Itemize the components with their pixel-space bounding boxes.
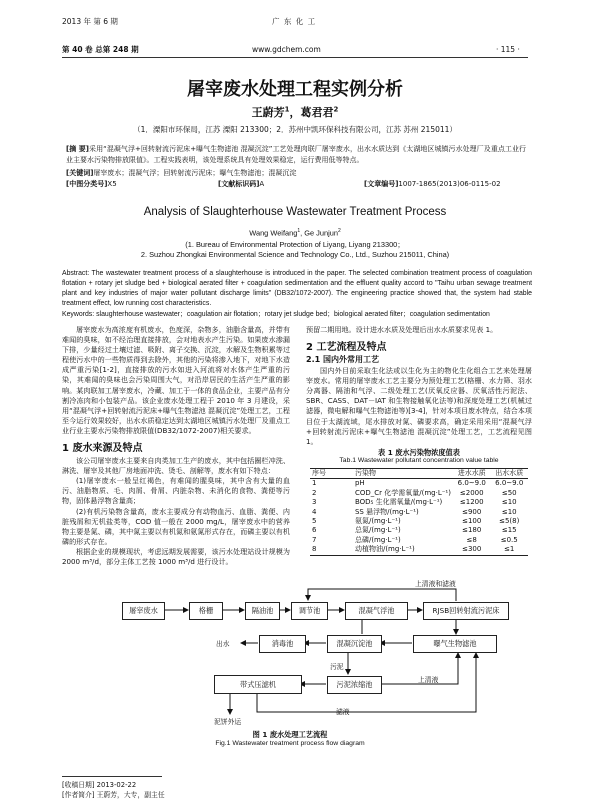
label-effluent: 出水: [216, 640, 230, 648]
table-cell: ≤10: [501, 507, 517, 516]
title-en: Analysis of Slaughterhouse Wastewater Treatment Process: [143, 206, 447, 218]
table-cell: 6.0~9.0: [457, 479, 486, 488]
table-cell: 氨氮/(mg·L⁻¹): [354, 517, 401, 526]
affiliation-en-1: (1. Bureau of Environmental Protection of Liyang, Liyang 213300；: [185, 240, 405, 249]
table-cell: BOD₅ 生化需氧量/(mg·L⁻¹): [354, 498, 443, 507]
table-cell: ≤50: [501, 488, 517, 497]
affiliation-en-2: 2. Suzhou Zhongkai Environmental Science and Technology Co., Ltd., Suzhou 215011, China): [140, 250, 450, 259]
table-cell: 6.0~9.0: [495, 479, 524, 488]
art-label: [文章编号]: [364, 180, 399, 188]
table-cell: 总磷/(mg·L⁻¹): [354, 535, 401, 544]
table-cell: ≤300: [462, 545, 482, 554]
section-2-heading: 2 工艺流程及特点: [306, 342, 387, 354]
table-header-cell: 出水水质: [495, 469, 524, 477]
table-cell: 6: [312, 526, 317, 535]
table-cell: SS 悬浮物/(mg·L⁻¹): [354, 507, 419, 516]
author-2-sup: 2: [333, 105, 339, 114]
author-1-sup: 1: [284, 105, 290, 114]
box-grease-trap: 隔油池: [245, 602, 280, 620]
volume-info: 第 40 卷 总第 248 期: [62, 45, 139, 54]
affiliation-cn: （1．溧阳市环保局，江苏 溧阳 213300；2．苏州中凯环保科技有限公司，江苏 苏州 215011）: [133, 125, 457, 134]
website: www.gdchem.com: [252, 45, 321, 54]
table-cell: ≤100: [462, 517, 482, 526]
keywords-en-label: Keywords:: [62, 311, 95, 318]
table-cell: ≤1200: [459, 498, 484, 507]
box-belt-filter-press: 带式压滤机: [214, 675, 302, 694]
journal-name: 广 东 化 工: [272, 17, 317, 26]
abstract-cn-text: 采用“混凝气浮+回转射流污泥床+曝气生物滤池 混凝沉淀”工艺处理肉联厂屠宰废水，出水水质达到《太湖地区城镇污水处理厂及重点工业行业主要水污染物排放限值》。工程实践表明，该处理系统具有处理效果稳定，运行费用低等特点。: [66, 145, 526, 164]
abstract-cn-label: [摘 要]: [66, 145, 90, 153]
box-biological-aerated-filter: 曝气生物滤池: [413, 635, 497, 653]
keywords-cn-text: 屠宰废水；混凝气浮；回转射流污泥床；曝气生物滤池；混凝沉淀: [93, 169, 297, 177]
table-cell: ≤2000: [459, 488, 484, 497]
table-title-cn: 表 1 废水污染物浓度值表: [378, 448, 460, 457]
right-p0: 预留二期用地。设计进水水质及处理后出水水质要求见表 1。: [306, 325, 498, 334]
table-cell: 3: [312, 498, 317, 507]
table-cell: 2: [312, 488, 317, 497]
table-cell: 总氮/(mg·L⁻¹): [354, 526, 401, 535]
author-en-1: Wang Weifang: [249, 228, 298, 238]
author-en-2: Ge Junjun: [304, 228, 338, 238]
table-header-cell: 序号: [312, 469, 326, 477]
abstract-en-text: The wastewater treatment process of a slaughterhouse is introduced in the paper. The selected combination treatment process of coagulation flotation + rotary jet sludge bed + biological aerated filter + coagulation sedimentation and the effluent quality accord to "Taihu urban sewage treatment plant and key industries of major water pollutant discharge limits" (DB32/1072-2007). The engineering practice showed that, the system had stable treatment effect, low running cost characteristics.: [62, 270, 532, 307]
section-1-p3: (2)有机污染物含量高，废水主要成分有动物血污、血脂、粪便、内脏残屑和无机盐类等，COD 值一般在 2000 mg/L，屠宰废水中的营养物主要是氮、磷，其中氮主要以有机氮和氨氮形式存在，而磷主要以有机磷的形式存在。: [62, 506, 290, 546]
abstract-en-label: Abstract:: [62, 270, 90, 277]
intro-paragraph: 屠宰废水为高浓度有机废水，色度深，杂物多，油脂含量高，并带有难闻的臭味，如不经治理直接排放，会对地表水产生污染。如果废水渗漏下排，少量经过土壤过滤、吸附、离子交换、沉淀，水解及生物积累等过程使污水中的一些物质得到去除外，其他的污染将渗入地下，对地下水造成严重污染[1-2]，直接排放的污水如进入河流将对水体产生严重的污染，其难闻的臭味也会污染周围大气，对沿岸居民的生活产生严重的影响。某肉联加工屠宰废水，冷藏、加工于一体的食品企业，主要产品有分割冷冻肉和小包装产品。该企业废水处理工程于 2010 年 3 月建设，采用“混凝气浮+回转射流污泥床+曝气生物滤池 混凝沉淀”处理工艺，工程至今运行效果较好，出水水质稳定达到太湖地区城镇污水处理厂及重点工业行业主要水污染物排放限值(DB32/1072-2007)相关要求。: [62, 325, 290, 435]
cls-label: [中图分类号]: [66, 180, 108, 188]
footnote-rule: [62, 776, 162, 777]
box-screen: 格栅: [189, 602, 223, 620]
table-cell: ≤8: [466, 535, 477, 544]
table-cell: 动植物油/(mg·L⁻¹): [354, 545, 415, 554]
box-sludge-thickener: 污泥浓缩池: [327, 676, 382, 694]
doc-label: [文献标识码]: [218, 180, 260, 188]
section-2-1-heading: 2.1 国内外常用工艺: [306, 355, 379, 365]
arrow: [308, 589, 456, 601]
table-cell: ≤15: [501, 526, 517, 535]
box-coagulation-sedimentation: 混凝沉淀池: [327, 635, 382, 653]
author-sep: ，: [289, 106, 301, 119]
label-sludge: 污泥: [330, 663, 344, 671]
author-1: 王蔚芳: [251, 106, 285, 119]
table-cell: COD_Cr 化学需氧量/(mg·L⁻¹): [354, 488, 451, 497]
label-supernatant: 上清液: [418, 676, 439, 684]
label-sludge-cake: 泥饼外运: [214, 718, 242, 726]
table-header-cell: 污染物: [354, 469, 376, 477]
box-slaughter-wastewater: 屠宰废水: [122, 602, 165, 620]
label-filtrate: 滤液: [336, 708, 350, 716]
table-cell: 8: [312, 545, 317, 554]
table-header-cell: 进水水质: [457, 469, 486, 477]
table-cell: ≤5(8): [499, 517, 520, 526]
author-en-2-sup: 2: [337, 228, 341, 234]
author-en-1-sup: 1: [297, 228, 301, 234]
table-cell: ≤900: [462, 507, 482, 516]
box-equalization-tank: 调节池: [291, 602, 328, 620]
issue-info: 2013 年 第 6 期: [62, 17, 118, 26]
cls-value: X5: [107, 180, 117, 188]
table-cell: 5: [312, 517, 317, 526]
section-1-p2: (1)屠宰废水一般呈红褐色，有难闻的腥臭味，其中含有大量的血污、油脂物质、毛、肉屑、骨屑、内脏杂物、未消化的食物、粪便等污物，固体悬浮物含量高；: [62, 476, 290, 506]
author-bio-label: [作者简介]: [62, 791, 95, 799]
section-2-1-p1: 国内外目前采取生化法或以生化为主的物化生化组合工艺来处理屠宰废水。常用的屠宰废水工艺主要分为预处理工艺(格栅、水力筛、羽水分离器、隔油和气浮、二级处理工艺(厌氧反应器、厌氧活性污泥法、SBR、CASS、DAT－IAT 和生物接触氧化法等)和深度处理工艺(机械过滤器，微电解和曝气生物滤池等)[3-4]，针对本项目废水特点，结合本项目位于太湖流域，尾水排放对氮、磷要求高，确定采用采用“混凝气浮+回转射流污泥床+曝气生物滤池 混凝沉淀”处理工艺，工艺流程见图 1。: [306, 366, 532, 446]
title-cn: 屠宰废水处理工程实例分析: [187, 79, 403, 100]
table-cell: 7: [312, 535, 317, 544]
table-cell: 4: [312, 507, 317, 516]
author-en-sep: ,: [300, 228, 305, 238]
box-disinfection-tank: 消毒池: [259, 635, 306, 653]
section-1-p1: 该公司屠宰废水主要来自肉类加工生产的废水，其中包括圈栏冲洗、淋洗、屠宰及其他厂房地面冲洗、烫毛、剖解等，废水有如下特点：: [62, 456, 290, 476]
table-cell: ≤10: [501, 498, 517, 507]
table-cell: ≤1: [504, 545, 515, 554]
box-coagulation-flotation: 混凝气浮池: [345, 602, 408, 620]
label-supernatant-filtrate: 上清液和滤液: [415, 580, 456, 588]
page-number: · 115 ·: [496, 45, 520, 54]
keywords-cn-label: [关键词]: [66, 169, 94, 177]
figure-caption-cn: 图 1 废水处理工艺流程: [252, 730, 328, 739]
table-cell: pH: [354, 479, 365, 488]
table-title-en: Tab.1 Wastewater pollutant concentration value table: [339, 457, 499, 464]
table-cell: 1: [312, 479, 317, 488]
section-1-p4: 根据企业的规模现状，考虑远期发展需要，该污水处理站设计规模为 2000 m³/d，部分主体工艺按 1000 m³/d 进行设计。: [62, 546, 290, 566]
art-value: 1007-1865(2013)06-0115-02: [398, 180, 501, 188]
figure-caption-en: Fig.1 Wastewater treatment process flow diagram: [215, 740, 365, 747]
section-1-heading: 1 废水来源及特点: [62, 443, 143, 455]
received-date: [62, 779, 136, 789]
author-bio-value: 王蔚芳，大专，副主任: [96, 791, 165, 799]
doc-value: A: [259, 180, 265, 188]
table-cell: ≤0.5: [500, 535, 518, 544]
box-rjsb: RJSB回转射流污泥床: [423, 602, 509, 620]
keywords-en-text: slaughterhouse wastewater；coagulation air flotation；rotary jet sludge bed；biological aerated filter；coagulation sedimentation: [96, 311, 490, 318]
received-value: 2013-02-22: [96, 781, 137, 789]
table-cell: ≤180: [462, 526, 482, 535]
author-bio: [62, 789, 165, 799]
author-2: 葛君君: [300, 106, 334, 119]
received-label: [收稿日期]: [62, 781, 95, 789]
